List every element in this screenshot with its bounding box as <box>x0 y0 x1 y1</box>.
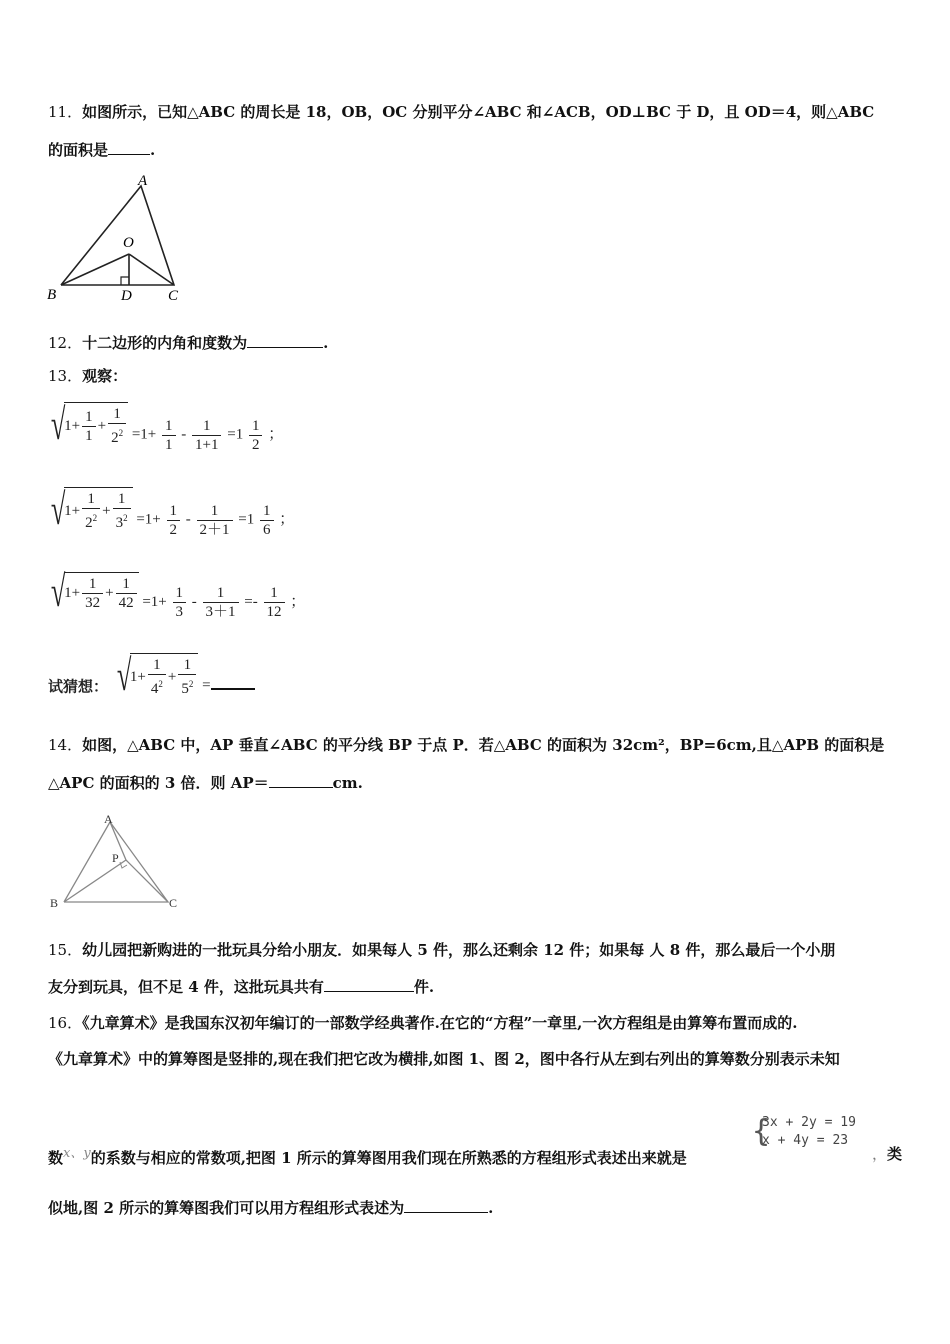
q16-number: 16． <box>48 1014 83 1032</box>
q12-number: 12． <box>48 334 83 352</box>
q14-text-2: △APC 的面积的 3 倍．则 AP＝ <box>48 774 269 792</box>
q14-line2 <box>48 773 363 793</box>
q15-number: 15． <box>48 941 83 959</box>
label-D: D <box>121 288 132 304</box>
answer-blank[interactable] <box>108 140 150 155</box>
q16-end: . <box>488 1199 494 1217</box>
q13-text: 观察： <box>82 367 128 385</box>
label-O: O <box>123 235 134 251</box>
system-eq-2: x + 4y = 23 <box>762 1133 849 1148</box>
q16-line1 <box>48 1013 798 1033</box>
q16-text-2: 《九章算术》中的算筹图是竖排的,现在我们把它改为横排,如图 1、图 2，图中各行从左到右列出的算筹数分别表示未知 <box>48 1050 840 1068</box>
equation-system <box>752 1114 856 1150</box>
q15-end: 件. <box>413 978 435 996</box>
q11-line1 <box>48 102 874 122</box>
variables-xy: x、y <box>63 1146 91 1161</box>
q16-line2 <box>48 1049 840 1069</box>
equation-3: √ 1+ $\frac{1}{32}$ + $\frac{1}{42}$ =1+ $\frac{1}{3}$ - $\frac{1}{3+1}$ =- $\frac{1}{12}$ ； <box>50 567 306 621</box>
q13-number: 13． <box>48 367 83 385</box>
q16-text-4: 似地,图 2 所示的算筹图我们可以用方程组形式表述为 <box>48 1199 405 1217</box>
q16-text-3b: 的系数与相应的常数项,把图 1 所示的算筹图用我们现在所熟悉的方程组形式表述出来就是 <box>90 1149 687 1167</box>
q16-text-3a: 数 <box>48 1149 64 1167</box>
q11-end: . <box>150 141 156 159</box>
label-B: B <box>50 896 59 910</box>
q12-line <box>48 333 328 353</box>
label-P: P <box>112 851 119 865</box>
q12-end: . <box>323 334 329 352</box>
answer-blank[interactable] <box>269 773 333 788</box>
label-C: C <box>169 896 178 910</box>
system-eq-1: 3x + 2y = 19 <box>762 1115 856 1130</box>
q15-line1 <box>48 940 835 960</box>
q16-text: 《九章算术》是我国东汉初年编订的一部数学经典著作.在它的“方程”一章里,一次方程组是由算筹布置而成的. <box>82 1014 798 1032</box>
q15-text: 幼儿园把新购进的一批玩具分给小朋友．如果每人 5 件，那么还剩余 12 件；如果每 人 8 件，那么最后一个小朋 <box>82 941 836 959</box>
brace-icon: { <box>752 1114 771 1149</box>
q14-end: cm. <box>332 774 363 792</box>
q11-triangle-figure <box>44 168 194 306</box>
q11-line2 <box>48 140 155 160</box>
q14-text: 如图，△ABC 中，AP 垂直∠ABC 的平分线 BP 于点 P．若△ABC 的面积为 32cm²，BP=6cm,且△APB 的面积是 <box>82 736 885 754</box>
separator: ， <box>872 1145 888 1163</box>
q14-number: 14． <box>48 736 83 754</box>
q11-text-2: 的面积是 <box>48 141 109 159</box>
q15-line2 <box>48 977 434 997</box>
q14-triangle-figure <box>44 808 194 916</box>
answer-blank[interactable] <box>211 674 255 690</box>
q16-line3 <box>48 1144 687 1168</box>
equation-2: √ 1+ $\frac{1}{2^2}$ + $\frac{1}{3^2}$ =1+ $\frac{1}{2}$ - $\frac{1}{2+1}$ =1 $\frac{1}{6}$ ； <box>50 484 295 538</box>
equation-1: √ 1+ $\frac{1}{1}$ + $\frac{1}{2^2}$ =1+ $\frac{1}{1}$ - $\frac{1}{1+1}$ =1 $\frac{1}{2}$ ； <box>50 399 284 453</box>
answer-blank[interactable] <box>324 977 414 992</box>
guess-equation: 试猜想： √ 1+ $\frac{1}{4^2}$ + $\frac{1}{5^2}$ = <box>48 653 255 698</box>
q12-text: 十二边形的内角和度数为 <box>82 334 248 352</box>
q11-text: 如图所示，已知△ABC 的周长是 18，OB，OC 分别平分∠ABC 和∠ACB，OD⊥BC 于 D，且 OD＝4，则△ABC <box>82 103 875 121</box>
label-C: C <box>168 288 179 304</box>
q16-text-3c: 类 <box>887 1145 903 1163</box>
q11-number: 11． <box>48 103 83 121</box>
q16-line4 <box>48 1198 493 1218</box>
q13-line <box>48 366 127 386</box>
q15-text-2: 友分到玩具，但不足 4 件，这批玩具共有 <box>48 978 324 996</box>
label-B: B <box>47 287 57 303</box>
q16-line3-end <box>872 1144 902 1164</box>
guess-label: 试猜想： <box>48 677 109 696</box>
q14-line1 <box>48 735 884 755</box>
answer-blank[interactable] <box>247 333 323 348</box>
answer-blank[interactable] <box>404 1198 488 1213</box>
label-A: A <box>104 812 113 826</box>
label-A: A <box>138 173 148 189</box>
